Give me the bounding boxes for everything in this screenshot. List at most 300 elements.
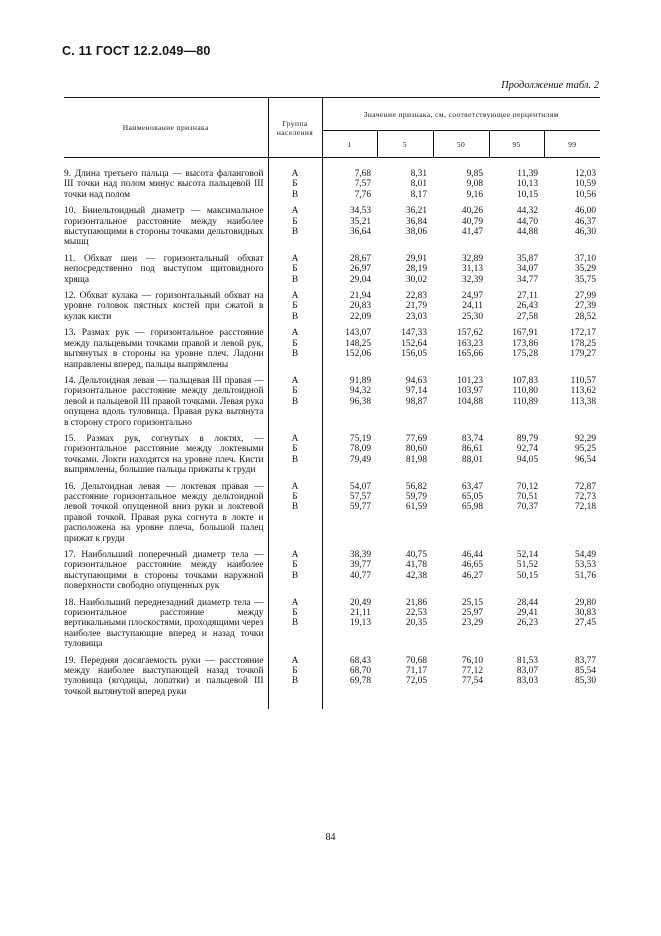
percentile-values	[489, 206, 544, 254]
percentile-values	[322, 434, 377, 482]
value-cell: 70,12	[516, 481, 538, 492]
column-header-values: Значение признака, см, соответствующее перцентилям	[322, 98, 600, 131]
value-cell: 21,86	[405, 597, 427, 608]
group-label: А	[291, 328, 299, 339]
value-cell: 20,35	[405, 618, 427, 629]
value-cell: 38,06	[405, 227, 427, 238]
value-cell: 34,53	[349, 206, 371, 217]
value-cell: 156,05	[401, 349, 427, 360]
population-groups	[268, 291, 322, 328]
value-cell: 30,83	[574, 608, 597, 619]
value-cell: 53,53	[574, 560, 597, 571]
group-label: Б	[292, 608, 298, 619]
feature-name: 12. Обхват кулака — горизонтальный обхват на уровне головок пястных костей при сжатой в кулак кисти	[64, 291, 268, 328]
percentile-values	[544, 598, 600, 656]
percentile-values	[489, 434, 544, 482]
value-cell: 35,75	[574, 274, 597, 285]
percentile-values	[322, 328, 377, 376]
value-cell: 34,07	[516, 264, 538, 275]
percentile-values	[377, 158, 433, 207]
percentile-values	[322, 291, 377, 328]
value-cell: 35,87	[516, 253, 538, 264]
percentile-values	[377, 254, 433, 291]
table-row	[64, 158, 600, 207]
percentile-values	[489, 598, 544, 656]
value-cell: 9,16	[466, 189, 483, 200]
feature-name: 19. Передняя досягаемость руки — расстояние между наиболее выступающей назад точкой туловища (ягодицы, лопатки) и пальцевой III точкой вытянутой вперед руки	[64, 656, 268, 710]
value-cell: 54,49	[574, 550, 597, 560]
value-cell: 46,00	[574, 206, 597, 217]
value-cell: 41,47	[461, 227, 483, 238]
percentile-values	[377, 656, 433, 710]
feature-name: 13. Размах рук — горизонтальное расстояние между пальцевыми точками правой и левой рук, вытянутых в стороны на уровне плеч. Ладони направлены вперед, пальцы выпрямлены	[64, 328, 268, 376]
value-cell: 92,74	[516, 444, 538, 455]
percentile-values	[322, 550, 377, 598]
page-number: 84	[325, 832, 336, 843]
value-cell: 39,77	[349, 560, 371, 571]
value-cell: 68,43	[349, 655, 371, 666]
value-cell: 46,65	[461, 560, 483, 571]
value-cell: 65,98	[461, 502, 483, 513]
percentile-values	[322, 482, 377, 550]
value-cell: 25,30	[461, 311, 483, 322]
value-cell: 29,04	[349, 274, 371, 285]
value-cell: 28,44	[516, 597, 538, 608]
group-label: Б	[292, 386, 298, 397]
value-cell: 24,11	[462, 301, 483, 312]
value-cell: 35,21	[349, 216, 371, 227]
group-label: В	[291, 454, 299, 465]
percentile-values	[544, 291, 600, 328]
feature-name: 10. Бииельтоидный диаметр — максимальное горизонтальное расстояние между наиболее выступающими в стороны точками дельтовидных мышц	[64, 206, 268, 254]
value-cell: 113,38	[570, 396, 597, 407]
value-cell: 9,08	[466, 179, 483, 190]
value-cell: 94,32	[349, 386, 371, 397]
value-cell: 173,86	[512, 338, 538, 349]
percentile-values	[433, 158, 489, 207]
table-row	[64, 206, 600, 254]
percentile-values	[544, 656, 600, 710]
value-cell: 70,51	[516, 491, 538, 502]
value-cell: 68,70	[349, 666, 371, 677]
value-cell: 86,61	[461, 444, 483, 455]
value-cell: 76,10	[461, 655, 483, 666]
value-cell: 44,32	[516, 206, 538, 217]
group-label: Б	[292, 444, 298, 455]
value-cell: 25,97	[461, 608, 483, 619]
value-cell: 59,77	[349, 502, 371, 513]
value-cell: 24,97	[461, 291, 483, 302]
group-label: А	[291, 206, 299, 217]
percentile-values	[433, 376, 489, 434]
value-cell: 20,49	[349, 597, 371, 608]
value-cell: 26,43	[516, 301, 538, 312]
page-header: С. 11 ГОСТ 12.2.049—80	[62, 44, 211, 58]
percentile-values	[377, 328, 433, 376]
percentile-values	[433, 598, 489, 656]
value-cell: 22,09	[349, 311, 371, 322]
value-cell: 80,60	[405, 444, 427, 455]
value-cell: 52,14	[516, 550, 538, 560]
percentile-values	[433, 482, 489, 550]
value-cell: 165,66	[457, 349, 483, 360]
value-cell: 27,11	[517, 291, 538, 302]
group-label: Б	[292, 560, 298, 571]
column-header-group	[268, 98, 322, 158]
value-cell: 97,14	[405, 386, 427, 397]
table-row	[64, 291, 600, 328]
value-cell: 179,27	[570, 349, 597, 360]
value-cell: 8,17	[410, 189, 427, 200]
value-cell: 101,23	[457, 375, 483, 386]
percentile-values	[489, 291, 544, 328]
group-label: В	[291, 676, 299, 687]
value-cell: 20,83	[349, 301, 371, 312]
group-label: Б	[292, 179, 298, 190]
value-cell: 95,25	[574, 444, 597, 455]
value-cell: 27,99	[574, 291, 597, 302]
value-cell: 89,79	[516, 433, 538, 444]
population-groups	[268, 158, 322, 207]
value-cell: 21,79	[405, 301, 427, 312]
percentile-header: 95	[489, 131, 544, 158]
value-cell: 32,39	[461, 274, 483, 285]
value-cell: 157,62	[457, 328, 483, 339]
population-groups	[268, 254, 322, 291]
percentile-values	[489, 550, 544, 598]
percentile-values	[489, 376, 544, 434]
percentile-values	[544, 254, 600, 291]
table-continuation-label: Продолжение табл. 2	[501, 80, 599, 91]
value-cell: 9,85	[466, 169, 483, 179]
value-cell: 31,13	[461, 264, 483, 275]
group-label: А	[291, 253, 299, 264]
value-cell: 40,77	[349, 570, 371, 581]
percentile-values	[489, 656, 544, 710]
value-cell: 77,12	[461, 666, 483, 677]
value-cell: 28,19	[405, 264, 427, 275]
group-label: В	[291, 618, 299, 629]
feature-name: 16. Дельтоидная левая — локтевая правая — расстояние горизонтальное между дельтоидной левой точкой опущенной вниз руки и локтевой правой точкой. Правая рука согнута в локте и расположена на уровне плеча, большой палец прижат к груди	[64, 482, 268, 550]
group-label: В	[291, 570, 299, 581]
value-cell: 36,21	[405, 206, 427, 217]
table-row	[64, 482, 600, 550]
percentile-values	[489, 254, 544, 291]
value-cell: 27,39	[574, 301, 597, 312]
table-body	[64, 158, 600, 710]
anthropometric-table	[64, 97, 600, 709]
value-cell: 28,67	[349, 253, 371, 264]
value-cell: 10,15	[516, 189, 538, 200]
feature-name: 9. Длина третьего пальца — высота фаланговой III точки над полом минус высота пальцевой III точки над полом	[64, 158, 268, 207]
value-cell: 85,30	[574, 676, 597, 687]
group-label: В	[291, 189, 299, 200]
value-cell: 7,68	[354, 169, 371, 179]
percentile-values	[322, 376, 377, 434]
value-cell: 78,09	[349, 444, 371, 455]
value-cell: 26,97	[349, 264, 371, 275]
value-cell: 34,77	[516, 274, 538, 285]
value-cell: 42,38	[405, 570, 427, 581]
feature-name: 18. Наибольший переднезадний диаметр тела — горизонтальное расстояние между вертикальными плоскостями, проходящими через наиболее выступающие вперед и назад точки туловища	[64, 598, 268, 656]
group-label: А	[291, 597, 299, 608]
table-row	[64, 254, 600, 291]
percentile-values	[322, 656, 377, 710]
value-cell: 75,19	[349, 433, 371, 444]
population-groups	[268, 550, 322, 598]
percentile-values	[377, 206, 433, 254]
group-header-text: Группа населения	[276, 118, 314, 137]
value-cell: 83,77	[574, 655, 597, 666]
value-cell: 40,26	[461, 206, 483, 217]
value-cell: 8,01	[410, 179, 427, 190]
value-cell: 46,30	[574, 227, 597, 238]
value-cell: 110,89	[512, 396, 538, 407]
value-cell: 46,27	[461, 570, 483, 581]
value-cell: 54,07	[349, 481, 371, 492]
value-cell: 98,87	[405, 396, 427, 407]
value-cell: 110,80	[512, 386, 538, 397]
percentile-values	[377, 376, 433, 434]
percentile-values	[544, 328, 600, 376]
value-cell: 70,68	[405, 655, 427, 666]
percentile-values	[433, 328, 489, 376]
group-label: В	[291, 274, 299, 285]
value-cell: 178,25	[570, 338, 597, 349]
value-cell: 40,79	[461, 216, 483, 227]
group-label: А	[291, 375, 299, 386]
value-cell: 65,05	[461, 491, 483, 502]
percentile-values	[433, 254, 489, 291]
value-cell: 50,15	[516, 570, 538, 581]
percentile-header: 99	[544, 131, 600, 158]
percentile-values	[544, 376, 600, 434]
value-cell: 83,74	[461, 433, 483, 444]
value-cell: 22,83	[405, 291, 427, 302]
percentile-values	[433, 550, 489, 598]
value-cell: 8,31	[410, 169, 427, 179]
feature-name: 15. Размах рук, согнутых в локтях, — горизонтальное расстояние между локтевыми точками. Локти находятся на уровне плеч. Кисти выпрямлены, большие пальцы прижаты к груди	[64, 434, 268, 482]
value-cell: 83,03	[516, 676, 538, 687]
percentile-values	[322, 254, 377, 291]
percentile-values	[377, 598, 433, 656]
value-cell: 21,94	[349, 291, 371, 302]
table-row	[64, 656, 600, 710]
percentile-values	[544, 206, 600, 254]
value-cell: 27,45	[574, 618, 597, 629]
value-cell: 22,53	[405, 608, 427, 619]
value-cell: 41,78	[405, 560, 427, 571]
percentile-values	[377, 482, 433, 550]
group-label: В	[291, 396, 299, 407]
value-cell: 36,64	[349, 227, 371, 238]
value-cell: 72,18	[574, 502, 597, 513]
percentile-values	[377, 550, 433, 598]
value-cell: 147,33	[401, 328, 427, 339]
population-groups	[268, 656, 322, 710]
percentile-values	[489, 328, 544, 376]
value-cell: 10,59	[574, 179, 597, 190]
value-cell: 37,10	[574, 253, 597, 264]
value-cell: 35,29	[574, 264, 597, 275]
value-cell: 44,88	[516, 227, 538, 238]
value-cell: 7,76	[354, 189, 371, 200]
percentile-header: 50	[433, 131, 489, 158]
group-label: В	[291, 311, 299, 322]
group-label: А	[291, 433, 299, 444]
value-cell: 91,89	[349, 375, 371, 386]
population-groups	[268, 206, 322, 254]
population-groups	[268, 482, 322, 550]
value-cell: 19,13	[349, 618, 371, 629]
population-groups	[268, 434, 322, 482]
value-cell: 175,28	[512, 349, 538, 360]
value-cell: 29,80	[574, 597, 597, 608]
value-cell: 172,17	[570, 328, 597, 339]
value-cell: 27,58	[516, 311, 538, 322]
value-cell: 88,01	[461, 454, 483, 465]
value-cell: 72,73	[574, 491, 597, 502]
value-cell: 104,88	[457, 396, 483, 407]
percentile-values	[544, 550, 600, 598]
value-cell: 152,64	[401, 338, 427, 349]
value-cell: 77,69	[405, 433, 427, 444]
percentile-values	[377, 434, 433, 482]
value-cell: 110,57	[570, 375, 597, 386]
percentile-values	[489, 482, 544, 550]
population-groups	[268, 598, 322, 656]
value-cell: 23,29	[461, 618, 483, 629]
value-cell: 40,75	[405, 550, 427, 560]
percentile-values	[322, 598, 377, 656]
value-cell: 79,49	[349, 454, 371, 465]
percentile-values	[433, 656, 489, 710]
group-label: Б	[292, 491, 298, 502]
percentile-values	[489, 158, 544, 207]
value-cell: 96,38	[349, 396, 371, 407]
percentile-values	[433, 291, 489, 328]
value-cell: 10,13	[516, 179, 538, 190]
group-label: А	[291, 550, 299, 560]
value-cell: 57,57	[349, 491, 371, 502]
percentile-values	[377, 291, 433, 328]
value-cell: 72,87	[574, 481, 597, 492]
feature-name: 14. Дельтоидная левая — пальцевая III правая — горизонтальное расстояние между дельтоидной левой и пальцевой III правой точками. Левая рука опущена вдоль туловища. Правая рука вытянута в сторону строго горизонтально	[64, 376, 268, 434]
value-cell: 46,37	[574, 216, 597, 227]
value-cell: 70,37	[516, 502, 538, 513]
group-label: Б	[292, 666, 298, 677]
group-label: А	[291, 481, 299, 492]
population-groups	[268, 376, 322, 434]
table-row	[64, 598, 600, 656]
value-cell: 56,82	[405, 481, 427, 492]
value-cell: 51,52	[516, 560, 538, 571]
percentile-values	[544, 434, 600, 482]
value-cell: 152,06	[345, 349, 371, 360]
value-cell: 38,39	[349, 550, 371, 560]
group-label: А	[291, 291, 299, 302]
percentile-values	[433, 434, 489, 482]
value-cell: 28,52	[574, 311, 597, 322]
value-cell: 44,70	[516, 216, 538, 227]
value-cell: 30,02	[405, 274, 427, 285]
value-cell: 32,89	[461, 253, 483, 264]
population-groups	[268, 328, 322, 376]
group-label: Б	[292, 301, 298, 312]
table-row	[64, 434, 600, 482]
value-cell: 36,84	[405, 216, 427, 227]
percentile-values	[322, 206, 377, 254]
percentile-header: 5	[377, 131, 433, 158]
value-cell: 148,25	[345, 338, 371, 349]
feature-name: 17. Наибольший поперечный диаметр тела — горизонтальное расстояние между наиболее выступающими в стороны точками наружной поверхности свободно опущенных рук	[64, 550, 268, 598]
value-cell: 85,54	[574, 666, 597, 677]
data-table	[64, 97, 600, 709]
value-cell: 71,17	[405, 666, 427, 677]
value-cell: 81,98	[405, 454, 427, 465]
value-cell: 72,05	[405, 676, 427, 687]
table-row	[64, 550, 600, 598]
value-cell: 61,59	[405, 502, 427, 513]
group-label: Б	[292, 338, 298, 349]
value-cell: 94,05	[516, 454, 538, 465]
value-cell: 25,15	[461, 597, 483, 608]
value-cell: 23,03	[405, 311, 427, 322]
group-label: А	[291, 169, 299, 179]
value-cell: 107,83	[512, 375, 538, 386]
column-header-name: Наименование признака	[64, 98, 268, 158]
group-label: Б	[292, 264, 298, 275]
value-cell: 51,76	[574, 570, 597, 581]
value-cell: 12,03	[574, 169, 597, 179]
value-cell: 81,53	[516, 655, 538, 666]
percentile-values	[322, 158, 377, 207]
value-cell: 7,57	[354, 179, 371, 190]
percentile-values	[544, 158, 600, 207]
group-label: Б	[292, 216, 298, 227]
percentile-values	[433, 206, 489, 254]
value-cell: 94,63	[405, 375, 427, 386]
value-cell: 92,29	[574, 433, 597, 444]
value-cell: 63,47	[461, 481, 483, 492]
value-cell: 21,11	[350, 608, 371, 619]
value-cell: 46,44	[461, 550, 483, 560]
value-cell: 103,97	[457, 386, 483, 397]
value-cell: 113,62	[570, 386, 597, 397]
value-cell: 163,23	[457, 338, 483, 349]
value-cell: 143,07	[345, 328, 371, 339]
group-label: А	[291, 655, 299, 666]
group-label: В	[291, 349, 299, 360]
value-cell: 59,79	[405, 491, 427, 502]
value-cell: 29,91	[405, 253, 427, 264]
group-label: В	[291, 502, 299, 513]
value-cell: 83,07	[516, 666, 538, 677]
table-row	[64, 328, 600, 376]
value-cell: 77,54	[461, 676, 483, 687]
feature-name: 11. Обхват шеи — горизонтальный обхват непосредственно под выступом щитовидного хряща	[64, 254, 268, 291]
value-cell: 96,54	[574, 454, 597, 465]
group-label: В	[291, 227, 299, 238]
value-cell: 69,78	[349, 676, 371, 687]
percentile-values	[544, 482, 600, 550]
value-cell: 167,91	[512, 328, 538, 339]
percentile-header: 1	[322, 131, 377, 158]
value-cell: 26,23	[516, 618, 538, 629]
table-row	[64, 376, 600, 434]
value-cell: 11,39	[517, 169, 538, 179]
value-cell: 10,56	[574, 189, 597, 200]
